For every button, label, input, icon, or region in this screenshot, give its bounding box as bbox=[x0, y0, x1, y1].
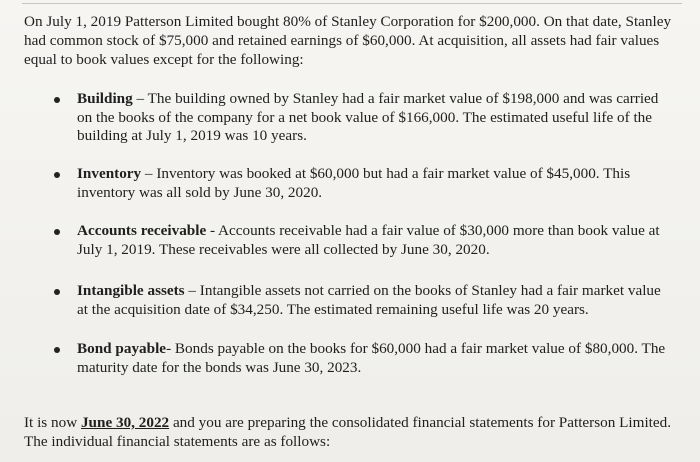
closing-date: June 30, 2022 bbox=[80, 414, 170, 431]
closing-paragraph bbox=[24, 413, 684, 451]
bullet-text bbox=[77, 282, 673, 319]
bullet-separator: - bbox=[166, 340, 175, 357]
intro-paragraph: On July 1, 2019 Patterson Limited bought 80% of Stanley Corporation for $200,000. On that date, Stanley had common stock of $75,000 and retained earnings of $60,000. At acquisition, all assets had fair values equal to book values except for the following: bbox=[24, 13, 672, 68]
bullet-text bbox=[77, 90, 673, 146]
bullet-icon bbox=[54, 97, 60, 103]
bullet-separator: – bbox=[132, 90, 148, 107]
bullet-description: Bonds payable on the books for $60,000 had a fair market value of $80,000. The maturity date for the bonds was June 30, 2023. bbox=[77, 340, 666, 376]
bullet-description: The building owned by Stanley had a fair market value of $198,000 and was carried on the books of the company for a net book value of $166,000. The estimated useful life of the building at July 1, 2019 was 10 years. bbox=[77, 90, 659, 144]
bullet-icon bbox=[54, 289, 60, 295]
top-divider bbox=[22, 3, 682, 4]
bullet-description: Accounts receivable had a fair value of $30,000 more than book value at July 1, 2019. These receivables were all collected by June 30, 2020. bbox=[77, 222, 660, 258]
bullet-icon bbox=[54, 347, 60, 353]
bullet-description: Intangible assets not carried on the books of Stanley had a fair market value at the acquisition date of $34,250. The estimated remaining useful life was 20 years. bbox=[77, 282, 661, 318]
bullet-separator: - bbox=[206, 222, 219, 239]
bullet-text bbox=[77, 340, 673, 377]
bullet-term: Intangible assets bbox=[77, 282, 185, 299]
bullet-text bbox=[77, 165, 673, 202]
bullet-icon bbox=[54, 172, 60, 178]
bullet-separator: – bbox=[184, 282, 200, 299]
bullet-icon bbox=[54, 229, 60, 235]
bullet-term: Inventory bbox=[77, 165, 142, 182]
bullet-term: Accounts receivable bbox=[77, 222, 207, 239]
bullet-term: Building bbox=[77, 90, 133, 107]
bullet-text bbox=[77, 222, 673, 259]
bullet-description: Inventory was booked at $60,000 but had a fair market value of $45,000. This inventory was all sold by June 30, 2020. bbox=[77, 165, 631, 201]
closing-text-end: and you are preparing the consolidated financial statements for Patterson Limited. The individual financial statements are as follows: bbox=[24, 414, 672, 450]
bullet-separator: – bbox=[141, 165, 157, 182]
closing-text-start: It is now bbox=[24, 414, 81, 431]
bullet-term: Bond payable bbox=[77, 340, 167, 357]
